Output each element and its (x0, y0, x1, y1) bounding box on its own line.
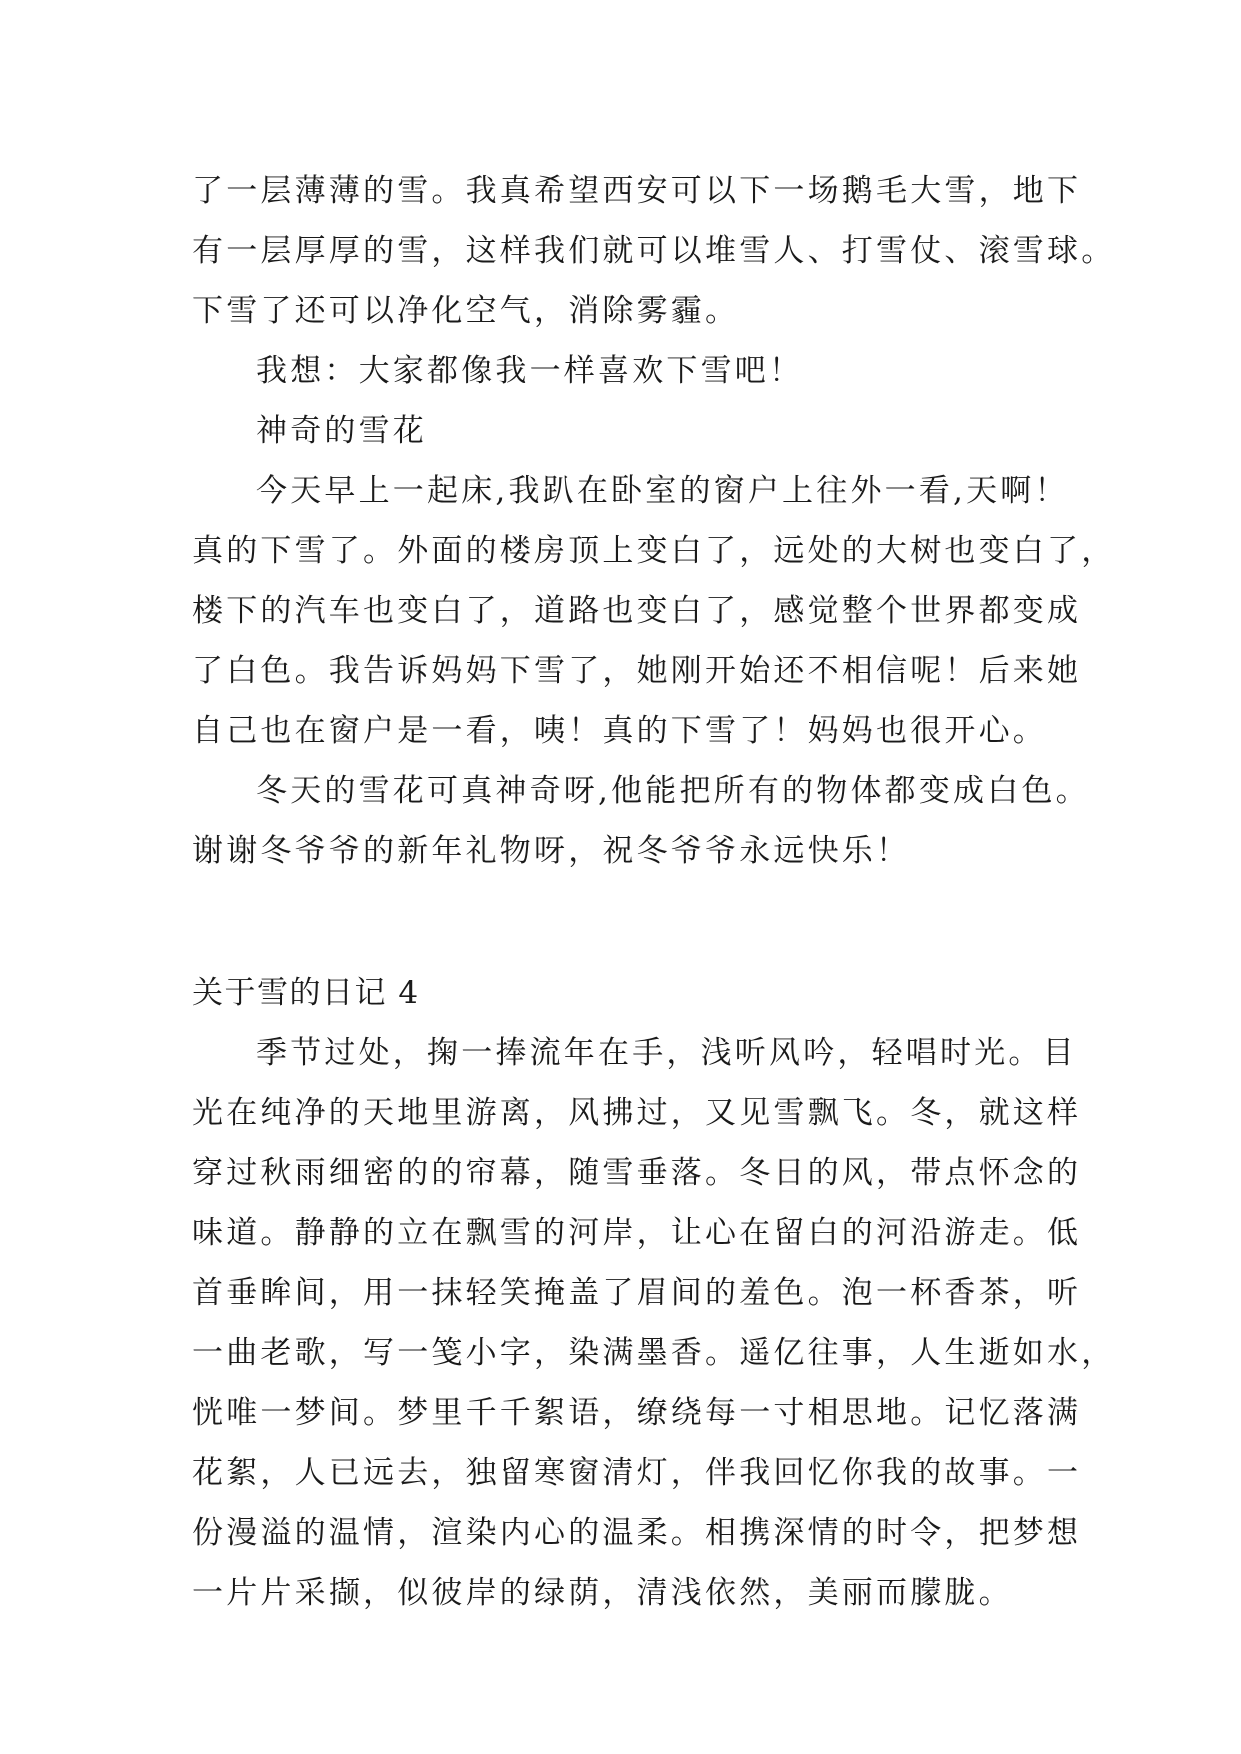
text-line: 今天早上一起床,我趴在卧室的窗户上往外一看,天啊！ (256, 473, 1069, 509)
paragraph-closing (192, 341, 1054, 401)
text-line: 我想：大家都像我一样喜欢下雪吧！ (256, 353, 804, 389)
text-line: 一片片采撷，似彼岸的绿荫，清浅依然，美丽而朦胧。 (192, 1575, 1013, 1611)
essay-title (192, 401, 1054, 461)
text-line: 季节过处，掬一捧流年在手，浅听风吟，轻唱时光。目 (256, 1035, 1077, 1071)
text-line: 自己也在窗户是一看，咦！真的下雪了！妈妈也很开心。 (192, 713, 1047, 749)
text-line: 了一层薄薄的雪。我真希望西安可以下一场鹅毛大雪，地下 (192, 173, 1082, 209)
paragraph-snow-wish (192, 161, 1116, 341)
heading-line: 关于雪的日记 4 (192, 975, 420, 1011)
text-line: 一曲老歌，写一笺小字，染满墨香。遥亿往事，人生逝如水， (192, 1335, 1116, 1371)
text-line: 神奇的雪花 (256, 413, 427, 449)
text-line: 真的下雪了。外面的楼房顶上变白了，远处的大树也变白了， (192, 533, 1116, 569)
document-page (192, 161, 1116, 1623)
text-line: 穿过秋雨细密的的帘幕，随雪垂落。冬日的风，带点怀念的 (192, 1155, 1082, 1191)
paragraph-magic-snowflake (192, 761, 1090, 881)
text-line: 首垂眸间，用一抹轻笑掩盖了眉间的羞色。泡一杯香茶，听 (192, 1275, 1082, 1311)
paragraph-morning-snow (192, 461, 1116, 761)
text-line: 光在纯净的天地里游离，风拂过，又见雪飘飞。冬，就这样 (192, 1095, 1082, 1131)
text-line: 了白色。我告诉妈妈下雪了，她刚开始还不相信呢！后来她 (192, 653, 1082, 689)
text-line: 楼下的汽车也变白了，道路也变白了，感觉整个世界都变成 (192, 593, 1082, 629)
text-line: 谢谢冬爷爷的新年礼物呀，祝冬爷爷永远快乐！ (192, 833, 911, 869)
text-line: 有一层厚厚的雪，这样我们就可以堆雪人、打雪仗、滚雪球。 (192, 233, 1116, 269)
paragraph-seasons (192, 1023, 1116, 1623)
text-line: 花絮，人已远去，独留寒窗清灯，伴我回忆你我的故事。一 (192, 1455, 1082, 1491)
text-line: 下雪了还可以净化空气，消除雾霾。 (192, 293, 740, 329)
text-line: 份漫溢的温情，渲染内心的温柔。相携深情的时令，把梦想 (192, 1515, 1082, 1551)
text-line: 冬天的雪花可真神奇呀,他能把所有的物体都变成白色。 (256, 773, 1090, 809)
section-heading (192, 963, 1054, 1023)
text-line: 恍唯一梦间。梦里千千絮语，缭绕每一寸相思地。记忆落满 (192, 1395, 1082, 1431)
text-line: 味道。静静的立在飘雪的河岸，让心在留白的河沿游走。低 (192, 1215, 1082, 1251)
section-gap (192, 881, 1054, 963)
